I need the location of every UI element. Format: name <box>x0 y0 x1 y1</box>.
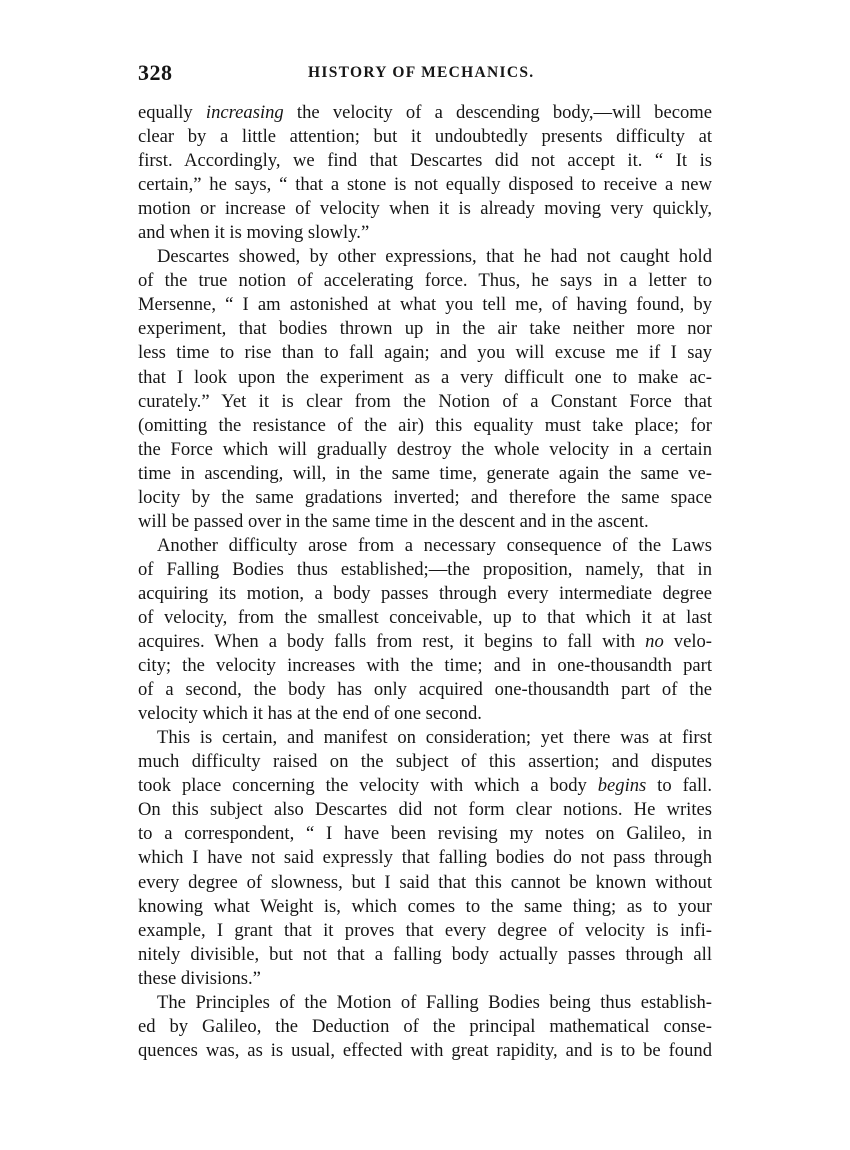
text-line <box>138 943 712 967</box>
text-line <box>138 702 712 726</box>
italic-text: begins <box>597 775 647 797</box>
text-run: first. Accordingly, we find that Descartes did not accept it. “ It is <box>138 150 712 172</box>
text-run: and when it is moving slowly.” <box>138 222 370 244</box>
text-line <box>138 317 712 341</box>
italic-text: no <box>645 631 664 653</box>
paragraph <box>138 991 712 1063</box>
text-run: motion or increase of velocity when it is already moving very quickly, <box>138 198 712 220</box>
text-run: city; the velocity increases with the time; and in one-thousandth part <box>138 655 712 677</box>
text-line <box>138 895 712 919</box>
text-line <box>138 173 712 197</box>
text-line <box>138 871 712 895</box>
text-run: Mersenne, “ I am astonished at what you tell me, of having found, by <box>138 294 712 316</box>
text-run: that I look upon the experiment as a very difficult one to make ac- <box>138 366 712 388</box>
text-run: to fall. <box>646 775 712 797</box>
text-line <box>138 774 712 798</box>
text-run: acquires. When a body falls from rest, it begins to fall with <box>138 631 646 653</box>
text-run: will be passed over in the same time in the descent and in the ascent. <box>138 510 649 532</box>
text-line <box>138 582 712 606</box>
text-run: curately.” Yet it is clear from the Notion of a Constant Force that <box>138 390 712 412</box>
text-run: This is certain, and manifest on consideration; yet there was at first <box>157 727 712 749</box>
text-line <box>138 101 712 125</box>
italic-text: increasing <box>205 102 284 123</box>
paragraph <box>138 726 712 991</box>
text-line <box>138 197 712 221</box>
text-line <box>138 125 712 149</box>
text-run: took place concerning the velocity with which a body <box>138 775 598 797</box>
text-run: of velocity, from the smallest conceivable, up to that which it at last <box>138 606 712 628</box>
text-line <box>138 750 712 774</box>
text-run: of Falling Bodies thus established;—the proposition, namely, that in <box>138 558 712 580</box>
text-run: Descartes showed, by other expressions, that he had not caught hold <box>157 246 712 268</box>
text-line <box>138 919 712 943</box>
text-line <box>138 967 712 991</box>
text-run: quences was, as is usual, effected with great rapidity, and is to be found <box>138 1039 712 1061</box>
text-line <box>138 1015 712 1039</box>
text-line <box>138 390 712 414</box>
text-run: the Force which will gradually destroy the whole velocity in a certain <box>138 438 712 460</box>
text-line <box>138 438 712 462</box>
text-run: these divisions.” <box>138 967 261 989</box>
running-title: HISTORY OF MECHANICS. <box>308 64 535 81</box>
running-head <box>138 60 712 90</box>
text-run: clear by a little attention; but it undoubtedly presents difficulty at <box>138 126 712 148</box>
text-run: certain,” he says, “ that a stone is not equally disposed to receive a new <box>138 174 712 196</box>
text-line <box>138 293 712 317</box>
text-run: of a second, the body has only acquired one-thousandth part of the <box>138 679 712 701</box>
text-line <box>138 245 712 269</box>
text-line <box>138 462 712 486</box>
text-line <box>138 558 712 582</box>
text-line <box>138 221 712 245</box>
paragraph <box>138 101 712 245</box>
text-line <box>138 1039 712 1063</box>
text-run: every degree of slowness, but I said that this cannot be known without <box>138 871 712 893</box>
text-run: equally <box>138 102 206 123</box>
text-run: (omitting the resistance of the air) this equality must take place; for <box>138 414 712 436</box>
text-line <box>138 366 712 390</box>
text-line <box>138 991 712 1015</box>
text-run: example, I grant that it proves that every degree of velocity is infi- <box>138 919 712 941</box>
text-line <box>138 486 712 510</box>
text-line <box>138 534 712 558</box>
text-line <box>138 726 712 750</box>
paragraph <box>138 534 712 726</box>
text-run: knowing what Weight is, which comes to the same thing; as to your <box>138 895 712 917</box>
text-line <box>138 678 712 702</box>
paragraph <box>138 245 712 534</box>
text-run: time in ascending, will, in the same time, generate again the same ve- <box>138 462 712 484</box>
text-line <box>138 269 712 293</box>
body-text <box>138 101 712 1063</box>
text-run: velocity which it has at the end of one second. <box>138 703 482 725</box>
text-run: acquiring its motion, a body passes through every intermediate degree <box>138 582 712 604</box>
text-line <box>138 149 712 173</box>
text-run: Another difficulty arose from a necessary consequence of the Laws <box>157 534 712 556</box>
page-number: 328 <box>138 60 173 85</box>
text-run: experiment, that bodies thrown up in the air take neither more nor <box>138 318 712 340</box>
text-line <box>138 630 712 654</box>
text-run: locity by the same gradations inverted; and therefore the same space <box>138 486 712 508</box>
text-line <box>138 414 712 438</box>
text-line <box>138 606 712 630</box>
text-run: to a correspondent, “ I have been revising my notes on Galileo, in <box>138 823 712 845</box>
text-line <box>138 510 712 534</box>
text-line <box>138 654 712 678</box>
text-run: ed by Galileo, the Deduction of the principal mathematical conse- <box>138 1015 712 1037</box>
text-run: nitely divisible, but not that a falling body actually passes through all <box>138 943 712 965</box>
text-run: much difficulty raised on the subject of this assertion; and disputes <box>138 751 712 773</box>
text-run: of the true notion of accelerating force. Thus, he says in a letter to <box>138 270 712 292</box>
text-line <box>138 341 712 365</box>
text-run: On this subject also Descartes did not form clear notions. He writes <box>138 799 712 821</box>
text-run: less time to rise than to fall again; and you will excuse me if I say <box>138 342 712 364</box>
text-line <box>138 846 712 870</box>
text-line <box>138 822 712 846</box>
text-run: velo- <box>663 631 712 653</box>
text-run: The Principles of the Motion of Falling Bodies being thus establish- <box>157 991 712 1013</box>
text-line <box>138 798 712 822</box>
text-run: the velocity of a descending body,—will become <box>283 102 712 123</box>
text-run: which I have not said expressly that falling bodies do not pass through <box>138 847 712 869</box>
